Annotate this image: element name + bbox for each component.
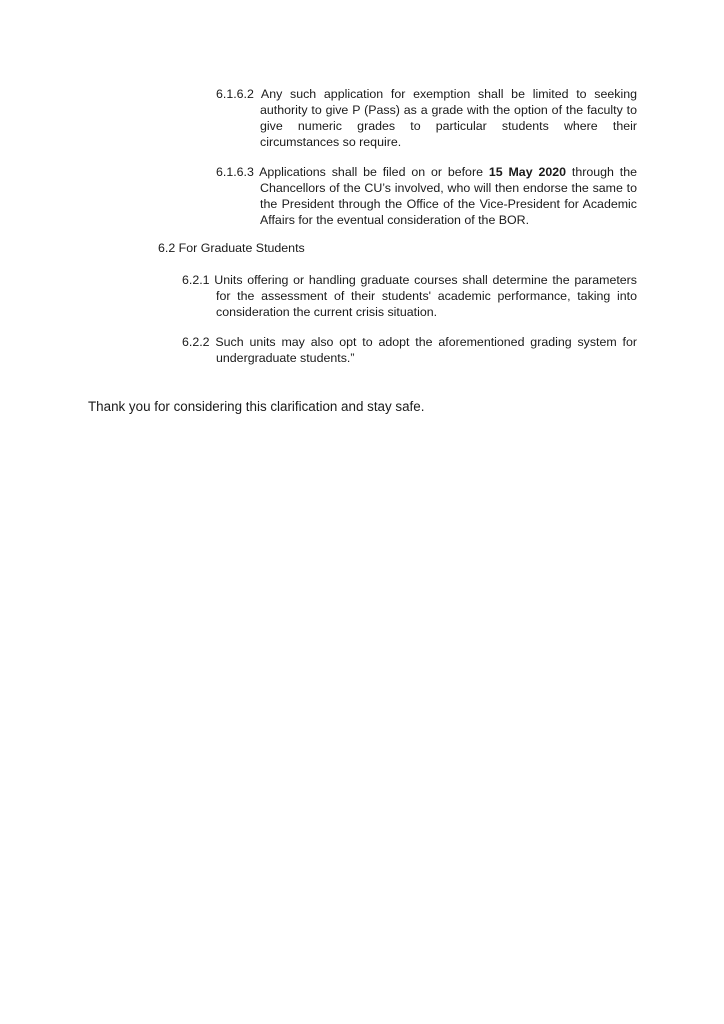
section-heading-graduate-students: 6.2 For Graduate Students: [158, 241, 305, 255]
clause-6-1-6-2-text: 6.1.6.2 Any such application for exemption shall be limited to seeking authority to give P (Pass) as a grade with the option of the faculty to give numeric grades to particular students where their circumstances so require.: [216, 87, 637, 149]
clause-6-2-2-text: 6.2.2 Such units may also opt to adopt the aforementioned grading system for undergraduate students.”: [182, 335, 637, 365]
clause-6-1-6-3-text-before: 6.1.6.3 Applications shall be filed on or before: [216, 165, 489, 179]
clause-6-1-6-3-text-after: through the Chancellors of the CU’s involved, who will then endorse the same to the President through the Office of the Vice-President for Academic Affairs for the eventual consideration of the BOR.: [260, 165, 637, 227]
clause-6-1-6-3-text: [216, 164, 637, 228]
clause-6-2-2: [182, 334, 637, 366]
clause-6-1-6-3: [216, 164, 637, 228]
clause-6-1-6-2: [216, 86, 637, 150]
clause-6-2-1: [182, 272, 637, 320]
closing-sentence: Thank you for considering this clarification and stay safe.: [88, 399, 425, 414]
clause-6-2-1-text: 6.2.1 Units offering or handling graduate courses shall determine the parameters for the assessment of their students' academic performance, taking into consideration the current crisis situation.: [182, 273, 637, 319]
deadline-date: 15 May 2020: [488, 165, 567, 179]
